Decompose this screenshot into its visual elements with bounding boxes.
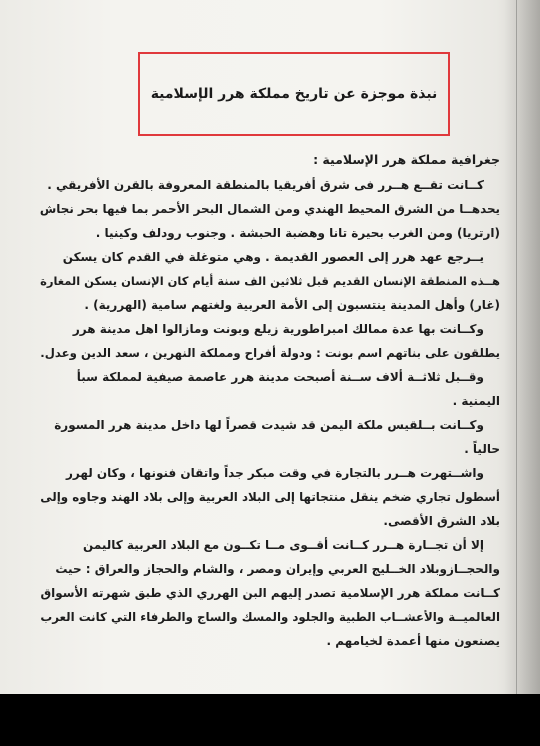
text-line: حالياً . bbox=[464, 442, 500, 456]
text-line: يــرجع عهد هرر إلى العصور القديمة . وهي متوغلة في القدم كان يسكن bbox=[62, 250, 484, 264]
text-line: (غار) وأهل المدينة ينتسبون إلى الأمة العربية ولغتهم سامية (الهررية) . bbox=[84, 298, 500, 312]
text-line: اليمنية . bbox=[452, 394, 500, 408]
black-bottom-strip bbox=[0, 694, 540, 746]
text-line: أسطول تجاري ضخم ينقل منتجاتها إلى البلاد العربية وإلى بلاد الهند وجاوه وإلى bbox=[40, 490, 500, 504]
text-line: يطلقون على بناتهم اسم بونت : ودولة أفراح ومملكة النهرين ، سعد الدين وعدل. bbox=[40, 346, 500, 360]
text-line: بلاد الشرق الأقصى. bbox=[383, 514, 500, 528]
text-line: والحجــازوبلاد الخــليج العربي وإيران ومصر ، والشام والحجاز والعراق : حيث bbox=[55, 562, 500, 576]
title-highlight-box bbox=[138, 52, 450, 136]
text-line: هــذه المنطقة الإنسان القديم قبل ثلاثين الف سنة أيام كان الإنسان يسكن المغارة bbox=[40, 274, 500, 288]
text-line: كــانت مملكة هرر الإسلامية تصدر إليهم البن الهرري الذي طبق شهرته الأسواق bbox=[40, 586, 500, 600]
text-line: يحدهــا من الشرق المحيط الهندي ومن الشمال البحر الأحمر بما فيها بحر نجاش bbox=[39, 202, 500, 216]
text-line: العالميــة والأعشــاب الطبية والجلود والمسك والساج والطرفاء التي كانت العرب bbox=[40, 610, 500, 624]
text-line: يصنعون منها أعمدة لخيامهم . bbox=[326, 634, 500, 648]
text-line: واشــتهرت هــرر بالتجارة في وقت مبكر جداً واتقان فنونها ، وكان لهرر bbox=[65, 466, 484, 480]
text-line: كــانت تقــع هــرر فى شرق أفريقيا بالمنطقة المعروفة بالقرن الأفريقي . bbox=[47, 178, 484, 192]
section-heading: جغرافية مملكة هرر الإسلامية : bbox=[313, 152, 500, 167]
text-line: (ارتريا) ومن الغرب بحيرة تانا وهضبة الحبشة . وجنوب رودلف وكينيا . bbox=[95, 226, 500, 240]
document-title: نبذة موجزة عن تاريخ مملكة هرر الإسلامية bbox=[150, 86, 438, 102]
text-line: إلا أن تجــارة هــرر كــانت أقــوى مــا تكــون مع البلاد العربية كاليمن bbox=[83, 538, 484, 552]
text-line: وقــبل ثلاثــة ألاف ســنة أصبحت مدينة هرر عاصمة صيفية لمملكة سبأ bbox=[76, 370, 484, 384]
page-binding-shadow bbox=[504, 0, 540, 694]
text-line: وكــانت بها عدة ممالك امبراطورية زيلع وبونت ومازالوا اهل مدينة هرر bbox=[72, 322, 484, 336]
text-line: وكــانت بــلقيس ملكة اليمن قد شيدت قصراً لها داخل مدينة هرر المسورة bbox=[54, 418, 484, 432]
